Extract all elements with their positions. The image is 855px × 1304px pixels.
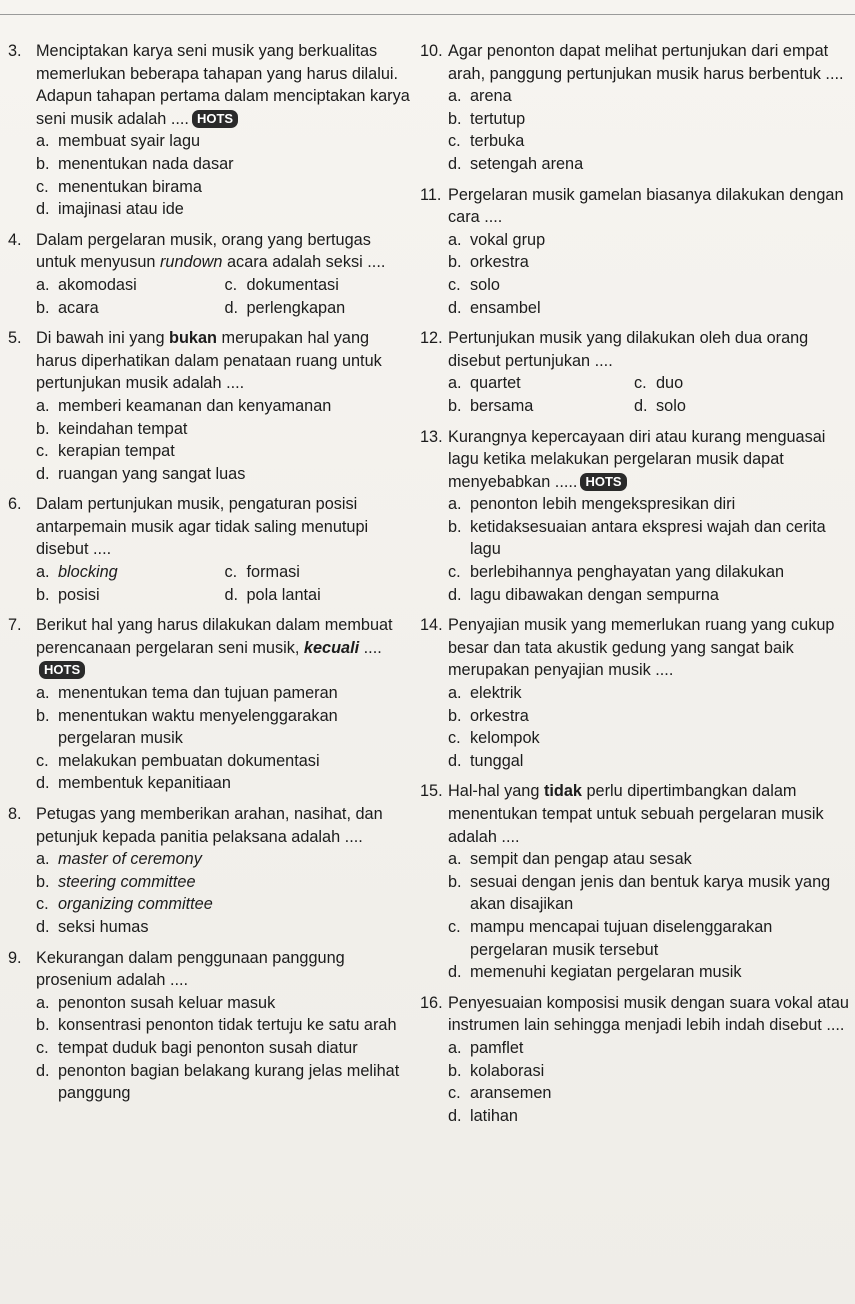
option-a[interactable]: a. quartet: [448, 374, 521, 393]
question-number: 5.: [8, 329, 22, 348]
option-a[interactable]: a. pamflet: [448, 1038, 524, 1057]
hots-badge: HOTS: [192, 110, 238, 128]
question-stem: Di bawah ini yang bukan merupakan hal yang harus diperhatikan dalam penataan ruang untuk pertunjukan musik adalah ....: [36, 329, 382, 393]
question-number: 10.: [420, 42, 443, 60]
question-number: 4.: [8, 230, 22, 249]
question-3: [8, 40, 413, 221]
option-d[interactable]: d. perlengkapan: [224, 298, 346, 317]
question-15: [420, 780, 850, 983]
option-c[interactable]: c. kerapian tempat: [36, 442, 175, 461]
question-4: [8, 229, 413, 319]
question-11: [420, 184, 850, 320]
option-b[interactable]: b. ketidaksesuaian antara ekspresi wajah dan cerita lagu: [448, 517, 826, 559]
question-8: [8, 803, 413, 939]
question-stem: Kekurangan dalam penggunaan panggung prosenium adalah ....: [36, 948, 345, 990]
question-stem: Agar penonton dapat melihat pertunjukan dari empat arah, panggung pertunjukan musik harus berbentuk ....: [448, 42, 844, 83]
question-stem: Pertunjukan musik yang dilakukan oleh dua orang disebut pertunjukan ....: [448, 329, 809, 370]
option-b[interactable]: b. steering committee: [36, 872, 196, 891]
hots-badge: HOTS: [39, 661, 85, 679]
question-stem: Penyajian musik yang memerlukan ruang yang cukup besar dan tata akustik gedung yang sangat baik merupakan penyajian musik ....: [448, 616, 835, 680]
option-d[interactable]: d. latihan: [448, 1106, 518, 1125]
question-14: [420, 614, 850, 772]
question-number: 3.: [8, 42, 22, 60]
question-stem: Menciptakan karya seni musik yang berkualitas memerlukan beberapa tahapan yang harus dilalui. Adapun tahapan pertama dalam menciptakan karya seni musik adalah ....: [36, 42, 410, 128]
question-stem: Berikut hal yang harus dilakukan dalam membuat perencanaan pergelaran seni musik, kecuali ....: [36, 616, 393, 657]
option-d[interactable]: d. ruangan yang sangat luas: [36, 464, 246, 483]
question-stem: Hal-hal yang tidak perlu dipertimbangkan dalam menentukan tempat untuk sebuah pergelaran musik adalah ....: [448, 782, 824, 846]
option-c[interactable]: c. melakukan pembuatan dokumentasi: [36, 751, 320, 770]
option-c[interactable]: c. tempat duduk bagi penonton susah diatur: [36, 1038, 358, 1057]
option-c[interactable]: c. terbuka: [448, 132, 525, 151]
question-number: 15.: [420, 782, 443, 801]
option-a[interactable]: a. akomodasi: [36, 275, 137, 294]
hots-badge: HOTS: [580, 473, 626, 491]
option-a[interactable]: a. penonton susah keluar masuk: [36, 993, 276, 1012]
option-c[interactable]: c. kelompok: [448, 729, 540, 748]
question-number: 16.: [420, 993, 443, 1012]
option-a[interactable]: a. arena: [448, 87, 512, 106]
option-b[interactable]: b. menentukan nada dasar: [36, 154, 234, 173]
option-c[interactable]: c. duo: [634, 374, 684, 393]
option-c[interactable]: c. mampu mencapai tujuan diselenggarakan pergelaran musik tersebut: [448, 917, 773, 959]
option-c[interactable]: c. berlebihannya penghayatan yang dilakukan: [448, 563, 785, 582]
option-b[interactable]: b. keindahan tempat: [36, 419, 188, 438]
option-b[interactable]: b. posisi: [36, 585, 100, 604]
option-d[interactable]: d. ensambel: [448, 298, 541, 317]
question-number: 11.: [420, 185, 442, 204]
option-b[interactable]: b. konsentrasi penonton tidak tertuju ke satu arah: [36, 1016, 397, 1035]
left-column: [8, 40, 413, 1113]
option-a[interactable]: a. menentukan tema dan tujuan pameran: [36, 684, 338, 703]
question-stem: Penyesuaian komposisi musik dengan suara vokal atau instrumen lain sehingga menjadi lebih indah disebut ....: [448, 993, 849, 1035]
question-12: [420, 327, 850, 417]
right-column: [420, 40, 850, 1135]
question-number: 14.: [420, 616, 443, 635]
option-d[interactable]: d. seksi humas: [36, 917, 149, 936]
option-c[interactable]: c. aransemen: [448, 1084, 552, 1103]
option-a[interactable]: a. blocking: [36, 563, 118, 582]
question-13: [420, 426, 850, 607]
question-6: [8, 493, 413, 606]
question-stem: Dalam pergelaran musik, orang yang bertugas untuk menyusun rundown acara adalah seksi ....: [36, 230, 386, 272]
question-16: [420, 992, 850, 1128]
option-b[interactable]: b. bersama: [448, 396, 534, 415]
option-a[interactable]: a. memberi keamanan dan kenyamanan: [36, 396, 332, 415]
option-d[interactable]: d. setengah arena: [448, 154, 584, 173]
option-a[interactable]: a. sempit dan pengap atau sesak: [448, 850, 692, 869]
option-d[interactable]: d. lagu dibawakan dengan sempurna: [448, 585, 719, 604]
question-stem: Kurangnya kepercayaan diri atau kurang menguasai lagu ketika melakukan pergelaran musik dapat menyebabkan .....: [448, 427, 826, 491]
option-d[interactable]: d. membentuk kepanitiaan: [36, 774, 231, 793]
option-b[interactable]: b. acara: [36, 298, 99, 317]
question-number: 7.: [8, 616, 22, 635]
option-a[interactable]: a. master of ceremony: [36, 850, 202, 869]
option-c[interactable]: c. organizing committee: [36, 895, 213, 914]
option-d[interactable]: d. penonton bagian belakang kurang jelas melihat panggung: [36, 1061, 400, 1103]
question-stem: Petugas yang memberikan arahan, nasihat, dan petunjuk kepada panitia pelaksana adalah ....: [36, 805, 383, 846]
option-b[interactable]: b. sesuai dengan jenis dan bentuk karya musik yang akan disajikan: [448, 872, 831, 914]
question-7: [8, 614, 413, 795]
question-number: 6.: [8, 495, 22, 514]
option-d[interactable]: d. tunggal: [448, 751, 524, 770]
option-c[interactable]: c. formasi: [224, 563, 300, 582]
question-9: [8, 947, 413, 1105]
option-a[interactable]: a. elektrik: [448, 684, 522, 703]
question-number: 9.: [8, 948, 22, 967]
question-stem: Pergelaran musik gamelan biasanya dilakukan dengan cara ....: [448, 185, 844, 227]
question-5: [8, 327, 413, 485]
top-rule: [0, 14, 855, 15]
option-b[interactable]: b. menentukan waktu menyelenggarakan pergelaran musik: [36, 706, 338, 748]
option-b[interactable]: b. tertutup: [448, 109, 526, 128]
option-d[interactable]: d. solo: [634, 396, 686, 415]
question-10: [420, 40, 850, 176]
option-a[interactable]: a. vokal grup: [448, 230, 546, 249]
question-number: 8.: [8, 805, 22, 823]
option-c[interactable]: c. solo: [448, 275, 500, 294]
option-d[interactable]: d. imajinasi atau ide: [36, 200, 184, 219]
option-d[interactable]: d. pola lantai: [224, 585, 321, 604]
option-b[interactable]: b. orkestra: [448, 706, 529, 725]
option-a[interactable]: a. penonton lebih mengekspresikan diri: [448, 495, 736, 514]
option-c[interactable]: c. dokumentasi: [224, 275, 339, 294]
question-stem: Dalam pertunjukan musik, pengaturan posisi antarpemain musik agar tidak saling menutupi disebut ....: [36, 495, 369, 559]
option-b[interactable]: b. orkestra: [448, 253, 529, 272]
option-d[interactable]: d. memenuhi kegiatan pergelaran musik: [448, 963, 742, 982]
option-c[interactable]: c. menentukan birama: [36, 177, 202, 196]
question-number: 12.: [420, 329, 443, 348]
option-b[interactable]: b. kolaborasi: [448, 1061, 545, 1080]
question-number: 13.: [420, 427, 443, 446]
option-a[interactable]: a. membuat syair lagu: [36, 132, 201, 151]
